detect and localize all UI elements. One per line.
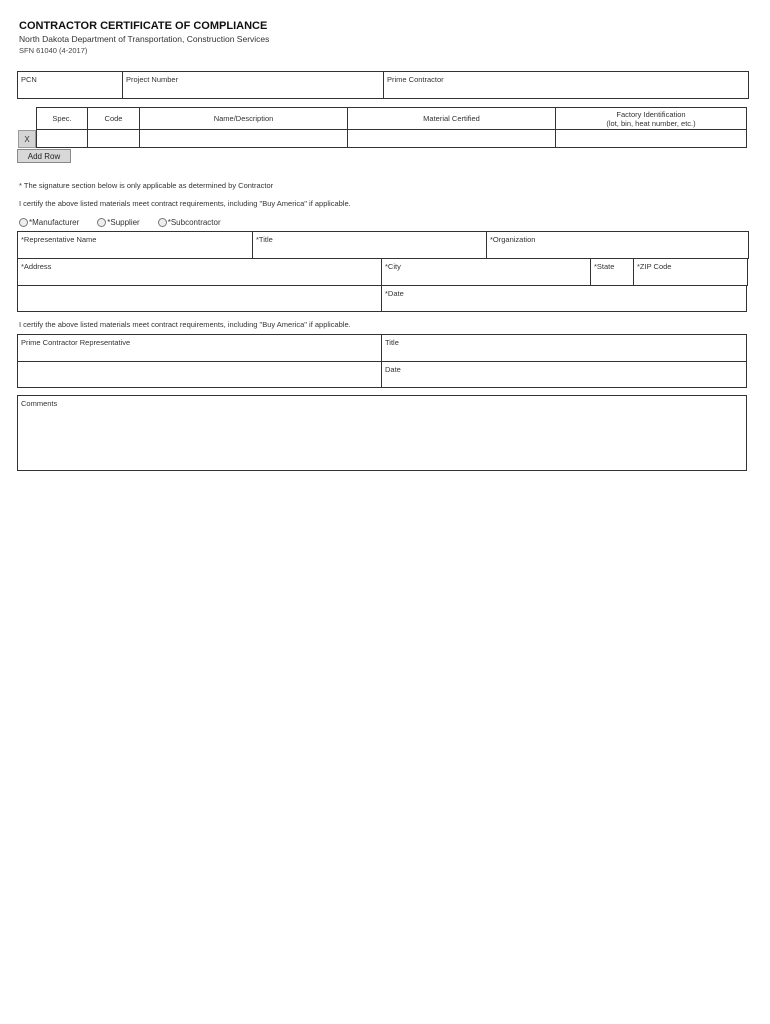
material-header: Material Certified: [347, 107, 556, 130]
form-number: SFN 61040 (4-2017): [19, 46, 88, 55]
pcn-label: PCN: [21, 75, 37, 84]
prime-contractor-label: Prime Contractor: [387, 75, 444, 84]
prime-rep-signature-field[interactable]: [17, 361, 382, 388]
name-header: Name/Description: [139, 107, 348, 130]
certify-statement-2: I certify the above listed materials meet contract requirements, including "Buy America" if applicable.: [19, 320, 351, 329]
prime-contractor-field[interactable]: [383, 71, 749, 99]
project-row: [17, 71, 749, 99]
rep-signature-field[interactable]: [17, 285, 382, 312]
rep-name-field[interactable]: *Representative Name: [17, 231, 253, 259]
factory-input[interactable]: [555, 129, 747, 148]
rep-organization-field[interactable]: *Organization: [486, 231, 749, 259]
certify-statement-1: I certify the above listed materials meet contract requirements, including "Buy America" if applicable.: [19, 199, 351, 208]
code-header: Code: [87, 107, 140, 130]
signature-note: * The signature section below is only applicable as determined by Contractor: [19, 181, 274, 190]
rep-row-2: [17, 258, 748, 286]
code-input[interactable]: [87, 129, 140, 148]
materials-header-row: [36, 107, 747, 130]
spec-header: Spec.: [36, 107, 88, 130]
rep-address-field[interactable]: *Address: [17, 258, 382, 286]
supplier-radio[interactable]: *Supplier: [97, 218, 139, 227]
form-subtitle: North Dakota Department of Transportation, Construction Services: [19, 34, 270, 44]
rep-city-field[interactable]: *City: [381, 258, 591, 286]
pcn-field[interactable]: [17, 71, 123, 99]
remove-row-button[interactable]: X: [18, 130, 36, 148]
project-number-label: Project Number: [126, 75, 179, 84]
prime-rep-row-1: [17, 334, 747, 362]
manufacturer-radio[interactable]: *Manufacturer: [19, 218, 79, 227]
comments-field[interactable]: [17, 395, 747, 471]
rep-date-field[interactable]: *Date: [381, 285, 747, 312]
name-input[interactable]: [139, 129, 348, 148]
materials-data-row: [36, 129, 747, 148]
radio-circle-icon[interactable]: [19, 218, 28, 227]
factory-header: Factory Identification (lot, bin, heat number, etc.): [555, 107, 747, 130]
add-row-button[interactable]: Add Row: [17, 149, 71, 163]
rep-zip-field[interactable]: *ZIP Code: [633, 258, 748, 286]
spec-input[interactable]: [36, 129, 88, 148]
rep-title-field[interactable]: *Title: [252, 231, 487, 259]
material-input[interactable]: [347, 129, 556, 148]
rep-state-field[interactable]: *State: [590, 258, 634, 286]
subcontractor-radio[interactable]: *Subcontractor: [158, 218, 221, 227]
prime-rep-date-field[interactable]: Date: [381, 361, 747, 388]
project-number-field[interactable]: [122, 71, 384, 99]
rep-row-1: [17, 231, 749, 259]
entity-type-radio-group: [19, 218, 221, 227]
prime-rep-name-field[interactable]: Prime Contractor Representative: [17, 334, 382, 362]
radio-circle-icon[interactable]: [97, 218, 106, 227]
prime-rep-row-2: [17, 361, 747, 388]
radio-circle-icon[interactable]: [158, 218, 167, 227]
rep-row-3: [17, 285, 747, 312]
prime-rep-title-field[interactable]: Title: [381, 334, 747, 362]
comments-label: Comments: [21, 399, 58, 408]
form-title: CONTRACTOR CERTIFICATE OF COMPLIANCE: [19, 20, 268, 32]
